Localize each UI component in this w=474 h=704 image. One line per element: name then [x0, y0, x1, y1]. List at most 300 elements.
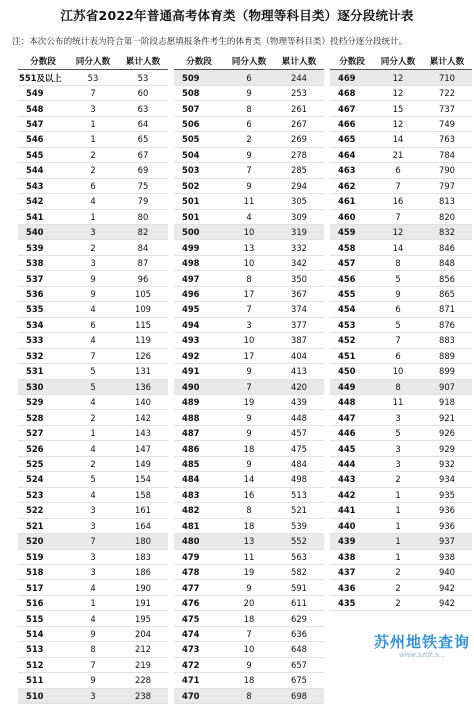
score-cell: 478: [174, 564, 224, 579]
score-cell: 497: [174, 271, 224, 286]
score-cell: 501: [174, 209, 224, 224]
score-cell: 441: [330, 503, 374, 518]
same-count-cell: 7: [68, 534, 118, 549]
same-count-cell: 1: [68, 595, 118, 610]
score-cell: 470: [174, 688, 224, 703]
table-header-row: [330, 55, 472, 70]
score-cell: 483: [174, 487, 224, 502]
table-row: [174, 163, 324, 178]
cumulative-cell: 115: [118, 317, 168, 332]
cumulative-cell: 80: [118, 209, 168, 224]
table-row: [330, 286, 472, 301]
cumulative-cell: 278: [274, 147, 324, 162]
same-count-cell: 9: [68, 626, 118, 641]
same-count-cell: 1: [68, 425, 118, 440]
score-cell: 474: [174, 626, 224, 641]
table-row: [174, 224, 324, 239]
table-row: [18, 147, 168, 162]
table-row: [18, 255, 168, 270]
score-cell: 536: [18, 286, 68, 301]
score-cell: 529: [18, 394, 68, 409]
cumulative-cell: 889: [422, 348, 472, 363]
cumulative-cell: 937: [422, 534, 472, 549]
score-cell: 510: [18, 688, 68, 703]
table-row: [174, 209, 324, 224]
table-row: [330, 85, 472, 100]
table-row: [18, 286, 168, 301]
table-row: [330, 317, 472, 332]
cumulative-cell: 448: [274, 410, 324, 425]
cumulative-cell: 342: [274, 255, 324, 270]
table-header-row: [174, 55, 324, 70]
score-cell: 530: [18, 379, 68, 394]
score-cell: 498: [174, 255, 224, 270]
score-cell: 543: [18, 178, 68, 193]
table-row: [18, 101, 168, 116]
same-count-cell: 6: [68, 317, 118, 332]
score-cell: 521: [18, 518, 68, 533]
same-count-cell: 2: [68, 147, 118, 162]
cumulative-cell: 918: [422, 394, 472, 409]
score-cell: 499: [174, 240, 224, 255]
same-count-cell: 5: [374, 317, 422, 332]
score-cell: 507: [174, 101, 224, 116]
cumulative-cell: 305: [274, 194, 324, 209]
score-cell: 442: [330, 487, 374, 502]
same-count-cell: 2: [374, 564, 422, 579]
same-count-cell: 7: [374, 333, 422, 348]
watermark-logo: [374, 633, 470, 663]
score-cell: 435: [330, 595, 374, 610]
table-header-row: [18, 55, 168, 70]
cumulative-cell: 96: [118, 271, 168, 286]
table-row: [18, 642, 168, 657]
score-cell: 438: [330, 549, 374, 564]
score-cell: 458: [330, 240, 374, 255]
table-row: [18, 379, 168, 394]
table-row: [174, 333, 324, 348]
same-count-cell: 14: [374, 132, 422, 147]
same-count-cell: 10: [224, 642, 274, 657]
table-row: [18, 534, 168, 549]
page-title: 江苏省2022年普通高考体育类（物理等科目类）逐分段统计表: [60, 8, 414, 23]
score-cell: 465: [330, 132, 374, 147]
same-count-cell: 12: [374, 116, 422, 131]
same-count-cell: 7: [374, 178, 422, 193]
cumulative-cell: 475: [274, 441, 324, 456]
same-count-cell: 4: [224, 209, 274, 224]
cumulative-cell: 484: [274, 456, 324, 471]
cumulative-cell: 269: [274, 132, 324, 147]
cumulative-cell: 856: [422, 271, 472, 286]
cumulative-cell: 932: [422, 456, 472, 471]
same-count-cell: 9: [224, 410, 274, 425]
score-cell: 516: [18, 595, 68, 610]
cumulative-cell: 147: [118, 441, 168, 456]
score-cell: 457: [330, 255, 374, 270]
same-count-cell: 11: [374, 394, 422, 409]
table-row: [174, 472, 324, 487]
table-row: [330, 534, 472, 549]
cumulative-cell: 907: [422, 379, 472, 394]
same-count-cell: 14: [224, 472, 274, 487]
score-cell: 488: [174, 410, 224, 425]
table-row: [18, 688, 168, 703]
score-cell: 449: [330, 379, 374, 394]
cumulative-cell: 936: [422, 518, 472, 533]
score-cell: 467: [330, 101, 374, 116]
score-table-column-1: [18, 55, 168, 704]
score-cell: 444: [330, 456, 374, 471]
cumulative-cell: 79: [118, 194, 168, 209]
score-cell: 526: [18, 441, 68, 456]
score-cell: 539: [18, 240, 68, 255]
table-row: [330, 487, 472, 502]
table-row: [174, 611, 324, 626]
cumulative-cell: 149: [118, 456, 168, 471]
same-count-cell: 4: [68, 194, 118, 209]
score-cell: 452: [330, 333, 374, 348]
header-cumulative: 累计人数: [422, 55, 472, 70]
table-row: [174, 178, 324, 193]
table-row: [18, 657, 168, 672]
cumulative-cell: 563: [274, 549, 324, 564]
score-cell: 538: [18, 255, 68, 270]
same-count-cell: 9: [224, 147, 274, 162]
score-cell: 485: [174, 456, 224, 471]
same-count-cell: 3: [68, 549, 118, 564]
score-cell: 450: [330, 364, 374, 379]
score-cell: 537: [18, 271, 68, 286]
same-count-cell: 6: [224, 116, 274, 131]
score-cell: 471: [174, 673, 224, 688]
same-count-cell: 8: [224, 688, 274, 703]
same-count-cell: 9: [68, 286, 118, 301]
cumulative-cell: 387: [274, 333, 324, 348]
table-row: [174, 580, 324, 595]
same-count-cell: 3: [374, 456, 422, 471]
same-count-cell: 4: [68, 302, 118, 317]
cumulative-cell: 267: [274, 116, 324, 131]
table-row: [330, 255, 472, 270]
table-row: [174, 364, 324, 379]
table-row: [330, 348, 472, 363]
score-cell: 481: [174, 518, 224, 533]
score-cell: 500: [174, 224, 224, 239]
score-cell: 522: [18, 503, 68, 518]
same-count-cell: 1: [68, 209, 118, 224]
same-count-cell: 53: [68, 70, 118, 85]
table-row: [174, 255, 324, 270]
header-score: 分数段: [330, 55, 374, 70]
same-count-cell: 1: [374, 534, 422, 549]
same-count-cell: 20: [224, 595, 274, 610]
cumulative-cell: 420: [274, 379, 324, 394]
table-row: [174, 101, 324, 116]
score-cell: 503: [174, 163, 224, 178]
table-row: [330, 209, 472, 224]
score-cell: 496: [174, 286, 224, 301]
same-count-cell: 6: [374, 302, 422, 317]
same-count-cell: 9: [224, 657, 274, 672]
table-row: [330, 549, 472, 564]
table-row: [18, 394, 168, 409]
score-cell: 506: [174, 116, 224, 131]
table-row: [174, 116, 324, 131]
same-count-cell: 2: [68, 410, 118, 425]
same-count-cell: 10: [224, 224, 274, 239]
table-row: [18, 518, 168, 533]
same-count-cell: 9: [224, 178, 274, 193]
table-row: [18, 178, 168, 193]
same-count-cell: 1: [68, 132, 118, 147]
same-count-cell: 4: [68, 441, 118, 456]
table-row: [174, 194, 324, 209]
score-cell: 541: [18, 209, 68, 224]
cumulative-cell: 219: [118, 657, 168, 672]
cumulative-cell: 212: [118, 642, 168, 657]
score-cell: 486: [174, 441, 224, 456]
cumulative-cell: 797: [422, 178, 472, 193]
score-cell: 446: [330, 425, 374, 440]
same-count-cell: 12: [374, 224, 422, 239]
score-cell: 549: [18, 85, 68, 100]
table-row: [18, 194, 168, 209]
table-row: [174, 379, 324, 394]
table-row: [330, 101, 472, 116]
same-count-cell: 11: [224, 549, 274, 564]
score-cell: 531: [18, 364, 68, 379]
same-count-cell: 17: [224, 348, 274, 363]
cumulative-cell: 180: [118, 534, 168, 549]
score-cell: 535: [18, 302, 68, 317]
cumulative-cell: 722: [422, 85, 472, 100]
cumulative-cell: 244: [274, 70, 324, 85]
score-cell: 520: [18, 534, 68, 549]
table-row: [330, 410, 472, 425]
cumulative-cell: 552: [274, 534, 324, 549]
same-count-cell: 10: [224, 255, 274, 270]
cumulative-cell: 75: [118, 178, 168, 193]
score-cell: 532: [18, 348, 68, 363]
same-count-cell: 9: [68, 673, 118, 688]
cumulative-cell: 253: [274, 85, 324, 100]
cumulative-cell: 883: [422, 333, 472, 348]
score-cell: 477: [174, 580, 224, 595]
same-count-cell: 11: [224, 194, 274, 209]
same-count-cell: 5: [374, 271, 422, 286]
same-count-cell: 3: [68, 518, 118, 533]
same-count-cell: 2: [374, 472, 422, 487]
same-count-cell: 5: [68, 379, 118, 394]
score-cell: 494: [174, 317, 224, 332]
score-cell: 540: [18, 224, 68, 239]
score-cell: 468: [330, 85, 374, 100]
table-row: [330, 394, 472, 409]
cumulative-cell: 871: [422, 302, 472, 317]
same-count-cell: 8: [224, 271, 274, 286]
cumulative-cell: 154: [118, 472, 168, 487]
cumulative-cell: 439: [274, 394, 324, 409]
cumulative-cell: 69: [118, 163, 168, 178]
table-row: [18, 580, 168, 595]
score-cell: 490: [174, 379, 224, 394]
table-row: [18, 70, 168, 85]
table-row: [330, 580, 472, 595]
cumulative-cell: 940: [422, 564, 472, 579]
table-row: [330, 70, 472, 85]
cumulative-cell: 790: [422, 163, 472, 178]
cumulative-cell: 140: [118, 394, 168, 409]
cumulative-cell: 332: [274, 240, 324, 255]
cumulative-cell: 136: [118, 379, 168, 394]
score-cell: 460: [330, 209, 374, 224]
score-cell: 542: [18, 194, 68, 209]
same-count-cell: 6: [374, 163, 422, 178]
table-row: [330, 518, 472, 533]
table-row: [330, 147, 472, 162]
table-row: [174, 642, 324, 657]
table-row: [330, 116, 472, 131]
same-count-cell: 3: [374, 441, 422, 456]
table-row: [174, 487, 324, 502]
watermark-url: www.szdt.s...: [398, 651, 445, 659]
score-cell: 534: [18, 317, 68, 332]
score-cell: 524: [18, 472, 68, 487]
table-row: [18, 425, 168, 440]
header-same-count: 同分人数: [68, 55, 118, 70]
same-count-cell: 3: [68, 255, 118, 270]
cumulative-cell: 926: [422, 425, 472, 440]
score-cell: 513: [18, 642, 68, 657]
table-row: [18, 595, 168, 610]
same-count-cell: 3: [68, 503, 118, 518]
cumulative-cell: 164: [118, 518, 168, 533]
cumulative-cell: 228: [118, 673, 168, 688]
score-cell: 518: [18, 564, 68, 579]
cumulative-cell: 309: [274, 209, 324, 224]
cumulative-cell: 238: [118, 688, 168, 703]
cumulative-cell: 521: [274, 503, 324, 518]
table-row: [330, 333, 472, 348]
score-cell: 456: [330, 271, 374, 286]
table-row: [18, 271, 168, 286]
same-count-cell: 7: [68, 85, 118, 100]
table-row: [174, 70, 324, 85]
same-count-cell: 16: [224, 487, 274, 502]
same-count-cell: 2: [374, 580, 422, 595]
cumulative-cell: 846: [422, 240, 472, 255]
cumulative-cell: 848: [422, 255, 472, 270]
table-row: [174, 410, 324, 425]
score-cell: 461: [330, 194, 374, 209]
table-row: [18, 487, 168, 502]
table-row: [174, 240, 324, 255]
cumulative-cell: 82: [118, 224, 168, 239]
same-count-cell: 7: [224, 302, 274, 317]
table-row: [174, 302, 324, 317]
cumulative-cell: 65: [118, 132, 168, 147]
score-cell: 546: [18, 132, 68, 147]
score-cell: 439: [330, 534, 374, 549]
cumulative-cell: 498: [274, 472, 324, 487]
table-row: [18, 85, 168, 100]
table-row: [330, 456, 472, 471]
same-count-cell: 12: [374, 70, 422, 85]
same-count-cell: 7: [374, 209, 422, 224]
table-row: [330, 240, 472, 255]
cumulative-cell: 737: [422, 101, 472, 116]
same-count-cell: 4: [68, 333, 118, 348]
same-count-cell: 6: [374, 348, 422, 363]
cumulative-cell: 53: [118, 70, 168, 85]
table-row: [174, 85, 324, 100]
score-cell: 445: [330, 441, 374, 456]
table-row: [18, 132, 168, 147]
cumulative-cell: 204: [118, 626, 168, 641]
score-cell: 453: [330, 317, 374, 332]
same-count-cell: 4: [68, 611, 118, 626]
same-count-cell: 2: [68, 240, 118, 255]
same-count-cell: 9: [224, 580, 274, 595]
score-cell: 484: [174, 472, 224, 487]
same-count-cell: 7: [68, 657, 118, 672]
same-count-cell: 9: [224, 364, 274, 379]
table-row: [330, 271, 472, 286]
table-row: [330, 379, 472, 394]
cumulative-cell: 636: [274, 626, 324, 641]
table-row: [18, 240, 168, 255]
cumulative-cell: 367: [274, 286, 324, 301]
score-cell: 492: [174, 348, 224, 363]
cumulative-cell: 698: [274, 688, 324, 703]
same-count-cell: 2: [68, 456, 118, 471]
score-cell: 451: [330, 348, 374, 363]
same-count-cell: 19: [224, 394, 274, 409]
score-cell: 508: [174, 85, 224, 100]
table-row: [330, 564, 472, 579]
same-count-cell: 18: [224, 673, 274, 688]
cumulative-cell: 105: [118, 286, 168, 301]
cumulative-cell: 582: [274, 564, 324, 579]
table-row: [18, 456, 168, 471]
score-cell: 459: [330, 224, 374, 239]
table-row: [330, 472, 472, 487]
table-row: [174, 503, 324, 518]
score-cell: 514: [18, 626, 68, 641]
score-cell: 476: [174, 595, 224, 610]
score-cell: 551及以上: [18, 70, 68, 85]
same-count-cell: 5: [68, 472, 118, 487]
cumulative-cell: 865: [422, 286, 472, 301]
table-row: [174, 673, 324, 688]
cumulative-cell: 63: [118, 101, 168, 116]
cumulative-cell: 629: [274, 611, 324, 626]
table-row: [330, 364, 472, 379]
same-count-cell: 6: [68, 178, 118, 193]
score-cell: 544: [18, 163, 68, 178]
cumulative-cell: 183: [118, 549, 168, 564]
same-count-cell: 16: [374, 194, 422, 209]
cumulative-cell: 67: [118, 147, 168, 162]
cumulative-cell: 119: [118, 333, 168, 348]
cumulative-cell: 161: [118, 503, 168, 518]
score-cell: 491: [174, 364, 224, 379]
cumulative-cell: 820: [422, 209, 472, 224]
table-row: [330, 178, 472, 193]
same-count-cell: 3: [224, 317, 274, 332]
score-cell: 480: [174, 534, 224, 549]
